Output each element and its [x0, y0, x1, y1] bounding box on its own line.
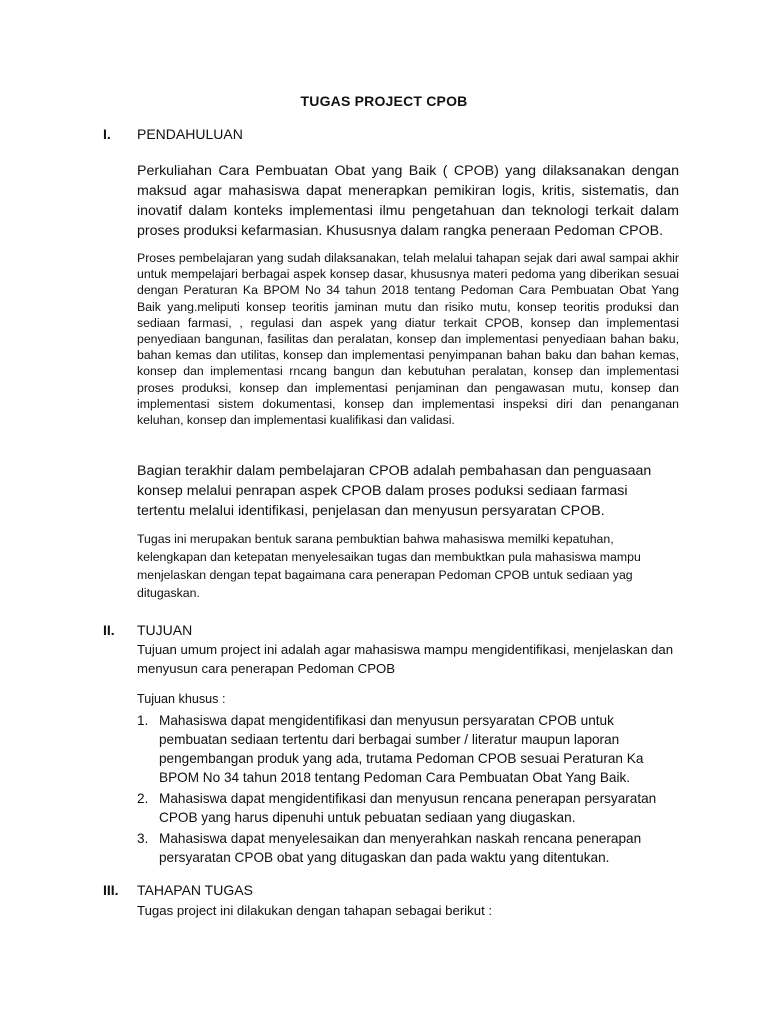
section-heading-pendahuluan: PENDAHULUAN	[137, 126, 243, 142]
list-item	[137, 789, 677, 827]
pendahuluan-paragraph-3: Bagian terakhir dalam pembelajaran CPOB adalah pembahasan dan penguasaan konsep melalui penrapan aspek CPOB dalam proses poduksi sediaan farmasi tertentu melalui identifikasi, penjelasan dan menyusun persyaratan CPOB.	[137, 463, 652, 519]
list-item-text: Mahasiswa dapat mengidentifikasi dan menyusun rencana penerapan persyaratan CPOB yang harus dipenuhi untuk pebuatan sediaan yang diugaskan.	[159, 791, 657, 825]
tujuan-khusus-label: Tujuan khusus :	[137, 692, 226, 706]
pendahuluan-paragraph-1: Perkuliahan Cara Pembuatan Obat yang Baik ( CPOB) yang dilaksanakan dengan maksud agar mahasiswa dapat menerapkan pemikiran logis, kritis, sistematis, dan inovatif dalam konteks implementasi ilmu pengetahuan dan teknologi terkait dalam proses produksi kefarmasian. Khususnya dalam rangka peneraan Pedoman CPOB.	[137, 163, 679, 239]
pendahuluan-paragraph-2: Proses pembelajaran yang sudah dilaksanakan, telah melalui tahapan sejak dari awal sampai akhir untuk mempelajari berbagai aspek konsep dasar, khususnya materi pedoma yang diberikan sesuai dengan Peraturan Ka BPOM No 34 tahun 2018 tentang Pedoman Cara Pembuatan Obat Yang Baik yang.meliputi konsep teoritis jaminan mutu dan risiko mutu, konsep teoritis produksi dan sediaan farmasi, , regulasi dan aspek yang diatur terkait CPOB, konsep dan implementasi penyediaan bangunan, fasilitas dan peralatan, konsep dan implementasi penyediaan bahan baku, bahan kemas dan utilitas, konsep dan implementasi penyimpanan bahan baku dan bahan kemas, konsep dan implementasi rncang bangun dan kebutuhan peralatan, konsep dan implementasi proses produksi, konsep dan implementasi penjaminan dan pengawasan mutu, konsep dan implementasi sistem dokumentasi, konsep dan implementasi inspeksi diri dan penanganan keluhan, konsep dan implementasi kualifikasi dan validasi.	[137, 251, 679, 428]
document-title: TUGAS PROJECT CPOB	[300, 93, 468, 109]
list-item	[137, 711, 677, 787]
section-number-3: III.	[103, 882, 119, 898]
list-item-number: 1.	[137, 713, 149, 728]
section-number-2: II.	[103, 622, 115, 638]
tujuan-umum: Tujuan umum project ini adalah agar mahasiswa mampu mengidentifikasi, menjelaskan dan menyusun cara penerapan Pedoman CPOB	[137, 642, 674, 676]
section-heading-tahapan: TAHAPAN TUGAS	[137, 882, 253, 898]
list-item-number: 3.	[137, 831, 149, 846]
section-heading-tujuan: TUJUAN	[137, 622, 193, 638]
list-item-number: 2.	[137, 791, 149, 806]
tujuan-khusus-list	[137, 711, 677, 869]
list-item	[137, 829, 677, 867]
pendahuluan-paragraph-4: Tugas ini merupakan bentuk sarana pembuktian bahwa mahasiswa memilki kepatuhan, kelengkapan dan ketepatan menyelesaikan tugas dan membuktkan pula mahasiswa mampu menjelaskan dengan tepat bagaimana cara penerapan Pedoman CPOB untuk sediaan yag ditugaskan.	[137, 532, 641, 600]
list-item-text: Mahasiswa dapat mengidentifikasi dan menyusun persyaratan CPOB untuk pembuatan sediaan tertentu dari berbagai sumber / literatur maupun laporan pengembangan produk yang ada, trutama Pedoman CPOB sesuai Peraturan Ka BPOM No 34 tahun 2018 tentang Pedoman Cara Pembuatan Obat Yang Baik.	[159, 713, 644, 785]
section-number-1: I.	[103, 126, 111, 142]
tahapan-intro: Tugas project ini dilakukan dengan tahapan sebagai berikut :	[137, 903, 493, 918]
list-item-text: Mahasiswa dapat menyelesaikan dan menyerahkan naskah rencana penerapan persyaratan CPOB obat yang ditugaskan dan pada waktu yang ditentukan.	[159, 831, 642, 865]
